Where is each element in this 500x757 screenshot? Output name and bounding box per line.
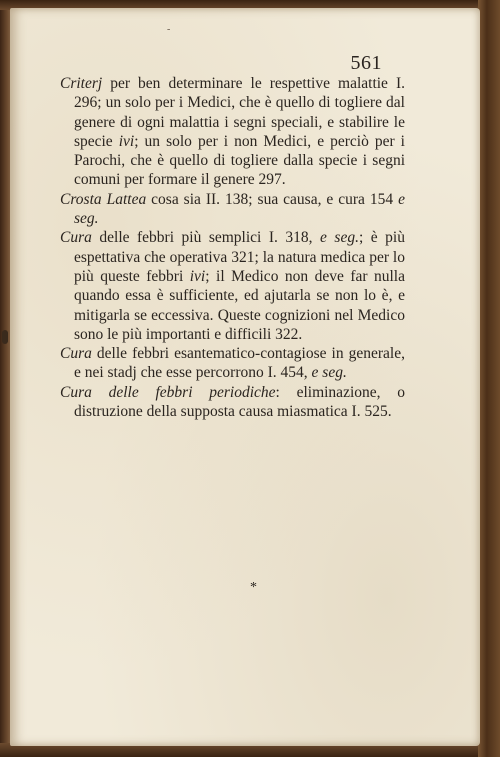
index-text: delle febbri più semplici I. 318, [91,229,321,247]
index-text: e seg. [73,190,405,228]
book-page [10,8,480,746]
index-text: cosa sia II. 138; sua causa, e cura 154 [146,190,399,208]
index-text: ; un solo per i non Medici, e perciò per i Parochi, che è quello di togliere dalla specie i segni comuni per formare il genere 297. [73,132,405,189]
binding-mark [2,330,8,344]
index-text: ivi [189,267,206,285]
index-text: : eliminazione, o distruzione della supposta causa miasmatica I. 525. [73,383,405,421]
book-binding-right [478,0,500,757]
index-text-block [60,74,405,421]
index-entry [60,383,405,422]
top-mark: - [167,24,171,35]
index-text: per ben determinare le respettive malattie I. 296; un solo per i Medici, che è quello di togliere dal genere di ogni malattia i segni speciali, e stabilire le specie [73,75,405,150]
index-text: ivi [118,132,135,150]
index-term: Crosta Lattea [60,190,147,208]
end-mark: * [250,580,257,595]
index-text: e seg. [320,229,359,247]
page-number: 561 [350,52,382,74]
index-text: ; il Medico non deve far nulla quando essa è sufficiente, ed ajutarla se non lo è, e mitigarla se eccessiva. Queste cognizioni nel Medico sono le più importanti e difficili 322. [73,267,405,343]
index-text: ; è più espettativa che operativa 321; la natura medica per lo più queste febbri [73,229,405,285]
index-term: Cura delle febbri periodiche [60,383,276,401]
index-entry [60,74,405,190]
index-entry [60,228,405,344]
index-text: delle febbri esantematico-contagiose in generale, e nei stadj che esse percorrono I. 454, [73,345,405,382]
index-term: Criterj [60,75,103,92]
index-term: Cura [60,345,92,363]
index-entry [60,344,405,383]
index-entry [60,190,405,229]
index-term: Cura [60,229,92,247]
index-text: e seg. [311,364,347,382]
